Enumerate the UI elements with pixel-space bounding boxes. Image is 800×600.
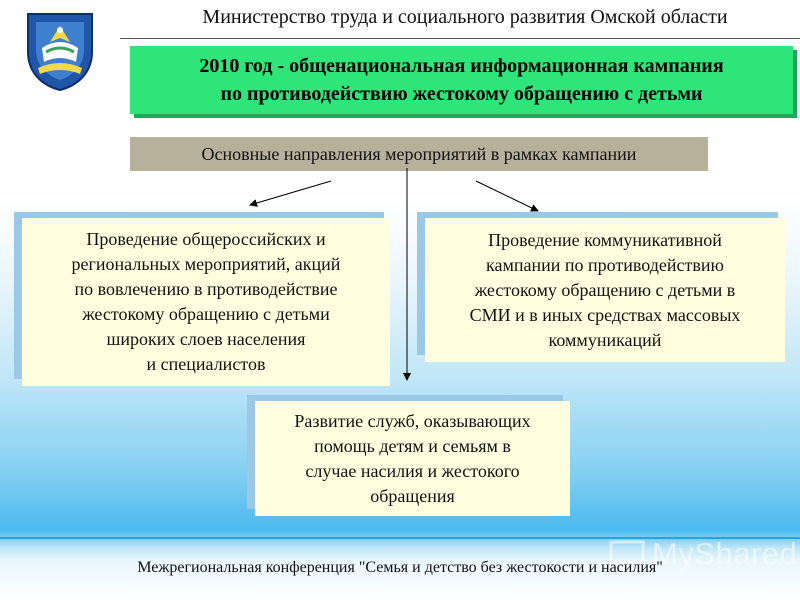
- card-line: помощь детям и семьям в: [314, 435, 511, 456]
- card-line: кампании по противодействию: [486, 254, 724, 275]
- card-line: СМИ и в иных средствах массовых: [469, 304, 741, 325]
- arrow-to-right-card: [476, 181, 538, 211]
- card-events-actions: [22, 218, 390, 386]
- card-line: широких слоев населения: [106, 329, 306, 349]
- card-communication-campaign: [425, 218, 785, 362]
- card-line: Развитие служб, оказывающих: [294, 410, 531, 431]
- watermark-text: MyShared: [652, 536, 798, 571]
- card-line: Проведение коммуникативной: [488, 229, 722, 250]
- card-line: региональных мероприятий, акций: [71, 254, 341, 274]
- conference-footer: Межрегиональная конференция "Семья и детство без жестокости и насилия": [137, 559, 663, 576]
- card-line: Проведение общероссийских и: [86, 229, 326, 249]
- campaign-title-line-1: 2010 год - общенациональная информационная кампания: [199, 55, 724, 77]
- main-directions-label: Основные направления мероприятий в рамках кампании: [201, 143, 637, 164]
- card-support-services: [255, 401, 570, 516]
- card-line: жестокому обращению с детьми в: [474, 279, 736, 300]
- card-line: коммуникаций: [548, 329, 662, 350]
- card-line: по вовлечению в противодействие: [74, 279, 338, 299]
- arrow-to-left-card: [250, 181, 331, 205]
- campaign-title-line-2: по противодействию жестокому обращению с детьми: [220, 83, 703, 105]
- card-line: и специалистов: [146, 354, 266, 374]
- card-line: обращения: [370, 485, 455, 506]
- card-line: жестокому обращению с детьми: [82, 304, 330, 324]
- card-line: случае насилия и жестокого: [305, 460, 520, 481]
- ministry-name: Министерство труда и социального развития Омской области: [202, 6, 728, 28]
